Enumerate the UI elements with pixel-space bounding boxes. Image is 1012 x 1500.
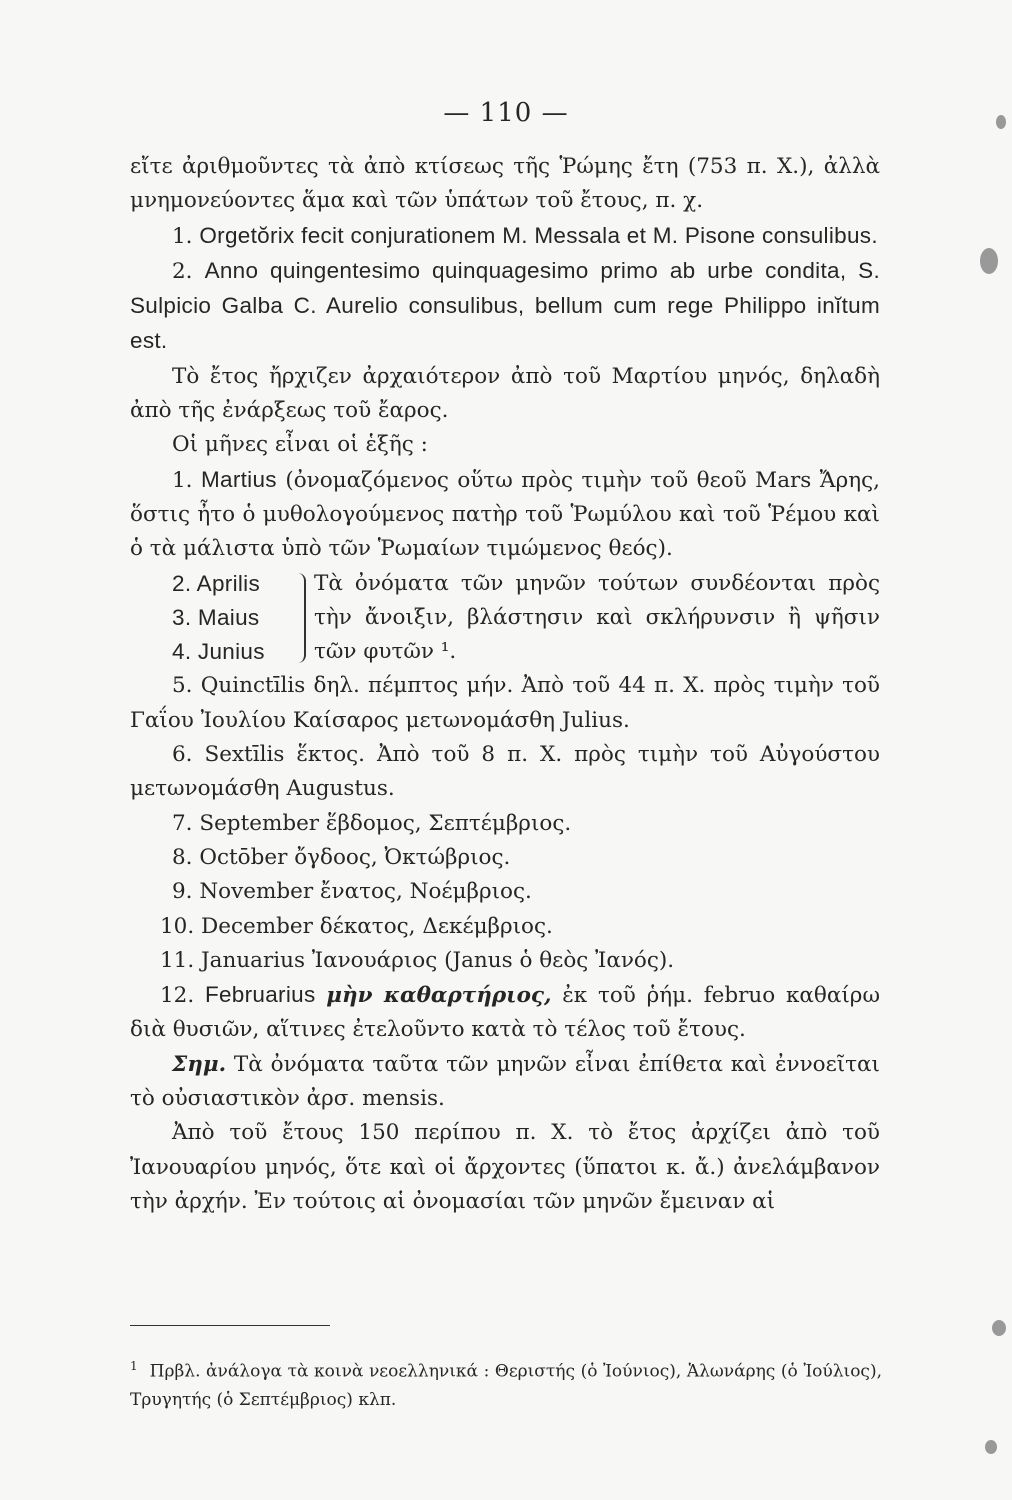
- month-februarius: 12. Februarius μὴν καθαρτήριος, ἐκ τοῦ ῥήμ. februo καθαίρω διὰ θυσιῶν, αἵτινες ἐτελοῦντο κατὰ τὸ τέλος τοῦ ἔτους.: [130, 982, 880, 1043]
- month-quinctilis: 5. Quinctīlis δηλ. πέμπτος μήν. Ἀπὸ τοῦ 44 π. Χ. πρὸς τιμὴν τοῦ Γαΐου Ἰουλίου Καίσαρος μετωνομάσθη Julius.: [130, 673, 880, 733]
- month-group-april-june: [172, 567, 880, 670]
- main-text: [130, 150, 880, 1219]
- margin-blot: [985, 1440, 997, 1454]
- month-october: 8. Octōber ὄγδοος, Ὀκτώβριος.: [172, 844, 511, 870]
- month-maius: 3. Maius: [172, 604, 260, 630]
- footnote: $^1$ Πρβλ. ἀνάλογα τὰ κοινὰ νεοελληνικά : Θεριστής (ὁ Ἰούνιος), Ἁλωνάρης (ὁ Ἰούλιος), Τρυγητής (ὁ Σεπτέμβριος) κλπ.: [130, 1359, 882, 1410]
- footnote-rule: [130, 1325, 330, 1326]
- month-november: 9. November ἔνατος, Νοέμβριος.: [172, 879, 532, 905]
- margin-blot: [996, 115, 1006, 129]
- month-januarius: 11. Januarius Ἰανουάριος (Janus ὁ θεὸς Ἰανός).: [160, 947, 675, 973]
- paragraph-months-intro: Οἱ μῆνες εἶναι οἱ ἑξῆς :: [172, 432, 428, 458]
- margin-blot: [980, 248, 998, 274]
- note: Σημ. Τὰ ὀνόματα ταῦτα τῶν μηνῶν εἶναι ἐπίθετα καὶ ἐννοεῖται τὸ οὐσιαστικὸν ἀρσ. mensis.: [130, 1051, 880, 1112]
- closing-paragraph: Ἀπὸ τοῦ ἔτους 150 περίπου π. Χ. τὸ ἔτος ἀρχίζει ἀπὸ τοῦ Ἰανουαρίου μηνός, ὅτε καὶ οἱ ἄρχοντες (ὕπατοι κ. ἄ.) ἀνελάμβανον τὴν ἀρχήν. Ἐν τούτοις αἱ ὀνομασίαι τῶν μηνῶν ἔμειναν αἱ: [130, 1120, 880, 1214]
- page-number: — 110 —: [443, 98, 569, 128]
- brace: [296, 567, 314, 670]
- month-martius: 1. Martius (ὀνομαζόμενος οὕτω πρὸς τιμὴν τοῦ θεοῦ Mars Ἄρης, ὅστις ἦτο ὁ μυθολογούμενος πατὴρ τοῦ Ῥωμύλου καὶ τοῦ Ῥέμου καὶ ὁ τὰ μάλιστα ὑπὸ τῶν Ῥωμαίων τιμώμενος θεός).: [130, 466, 880, 562]
- month-junius: 4. Junius: [172, 639, 265, 665]
- month-december: 10. December δέκατος, Δεκέμβριος.: [160, 913, 553, 939]
- margin-blot: [992, 1320, 1006, 1336]
- month-group-text: Τὰ ὀνόματα τῶν μηνῶν τούτων συνδέονται πρὸς τὴν ἄνοιξιν, βλάστησιν καὶ σκλήρυνσιν ἢ ψῆσιν τῶν φυτῶν ¹.: [314, 570, 880, 665]
- example-1: 1. Orgetŏrix fecit conjurationem M. Messala et M. Pisone consulibus.: [172, 222, 878, 249]
- month-september: 7. September ἕβδομος, Σεπτέμβριος.: [172, 810, 572, 836]
- paragraph-year-start: Τὸ ἔτος ἤρχιζεν ἀρχαιότερον ἀπὸ τοῦ Μαρτίου μηνός, δηλαδὴ ἀπὸ τῆς ἐνάρξεως τοῦ ἔαρος.: [130, 363, 880, 424]
- month-sextilis: 6. Sextīlis ἕκτος. Ἀπὸ τοῦ 8 π. Χ. πρὸς τιμὴν τοῦ Αὐγούστου μετωνομάσθη Augustus.: [130, 742, 880, 802]
- example-2: 2. Anno quingentesimo quinquagesimo primo ab urbe condita, S. Sulpicio Galba C. Aurelio consulibus, bellum cum rege Philippo inĭtum est.: [130, 257, 880, 354]
- month-aprilis: 2. Aprilis: [172, 570, 261, 596]
- paragraph-intro: εἴτε ἀριθμοῦντες τὰ ἀπὸ κτίσεως τῆς Ῥώμης ἔτη (753 π. Χ.), ἀλλὰ μνημονεύοντες ἅμα καὶ τῶν ὑπάτων τοῦ ἔτους, π. χ.: [130, 154, 880, 214]
